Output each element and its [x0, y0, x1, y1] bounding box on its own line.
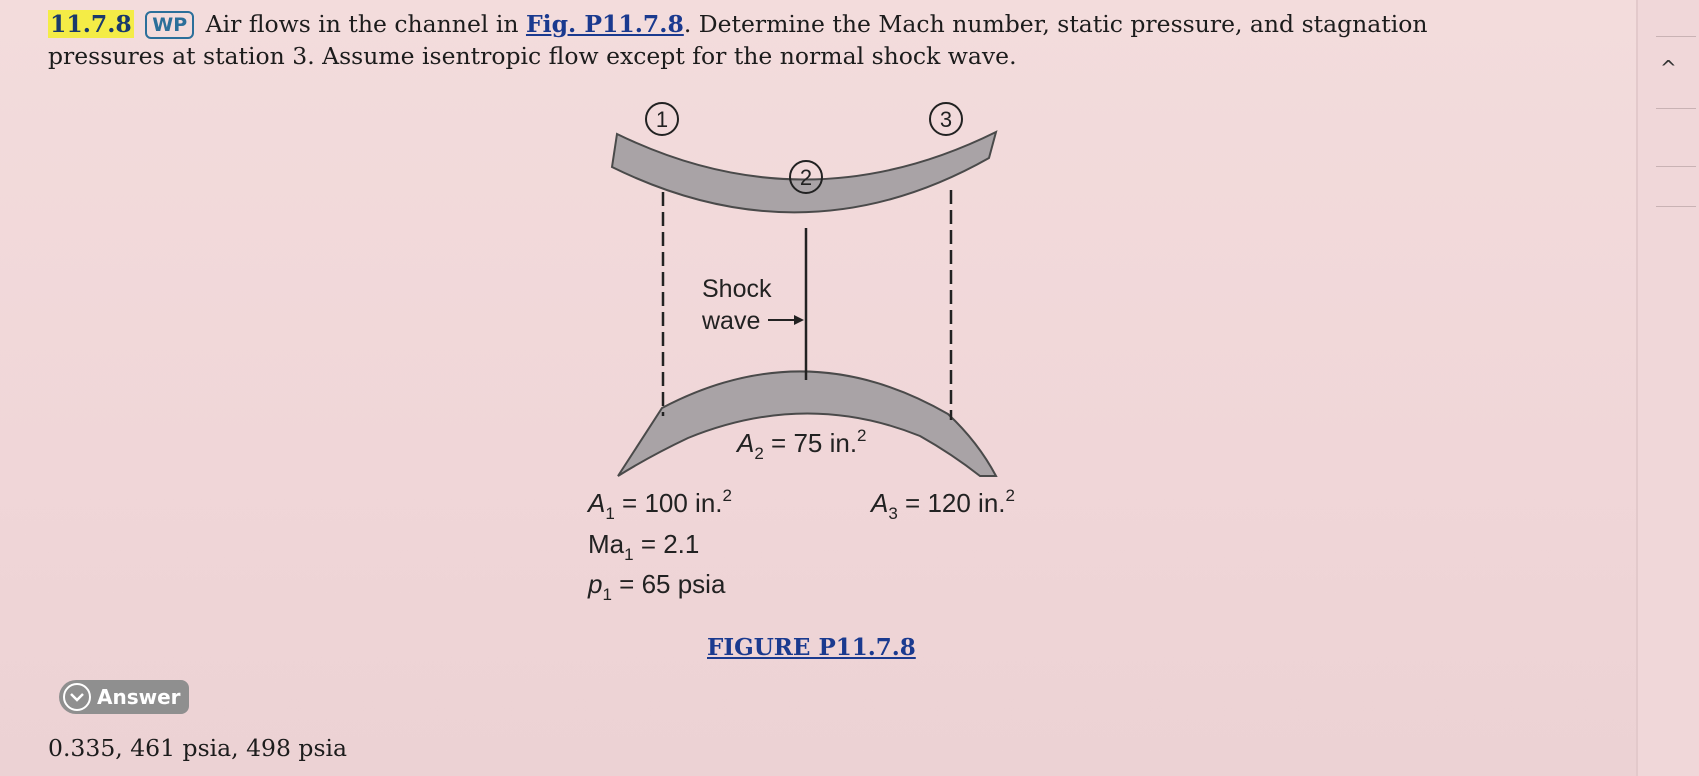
- station-2-marker: [790, 161, 822, 193]
- right-scroll-panel[interactable]: [1636, 0, 1699, 776]
- mach1-label: $Ma_1 = 2.1$: [588, 529, 700, 564]
- shock-label-line1: Shock: [702, 275, 772, 303]
- figure-link[interactable]: Fig. P11.7.8: [525, 10, 684, 38]
- station-1-marker: [646, 103, 678, 135]
- bottom-wall: [618, 371, 996, 476]
- figure-caption: FIGURE P11.7.8: [707, 634, 916, 661]
- divider: [1656, 166, 1696, 167]
- area3-label: $A_3 = 120$ in.$^2$: [871, 486, 1015, 523]
- problem-number: 11.7.8: [50, 10, 132, 38]
- station-3-marker: [930, 103, 962, 135]
- chevron-down-icon: [63, 683, 91, 711]
- chevron-up-icon[interactable]: ^: [1660, 56, 1677, 80]
- shock-arrow-head: [794, 315, 804, 325]
- divider: [1656, 108, 1696, 109]
- problem-text-part2: . Determine the Mach number, static pressure, and stagnation pressures at station 3. Assume isentropic flow except for the normal shock wave.: [48, 10, 1428, 70]
- station-3-label: 3: [939, 107, 953, 132]
- answer-toggle-button[interactable]: [59, 680, 189, 714]
- area2-label: $A_2 = 75$ in.$^2$: [737, 426, 867, 463]
- problem-text-part1: Air flows in the channel in: [198, 10, 526, 38]
- shock-label-line2: wave: [702, 307, 761, 335]
- answer-text: 0.335, 461 psia, 498 psia: [48, 734, 348, 762]
- area1-label: $A_1 = 100$ in.$^2$: [588, 486, 732, 523]
- divider: [1656, 206, 1696, 207]
- station-2-label: 2: [799, 165, 813, 190]
- station-1-label: 1: [655, 107, 669, 132]
- pressure1-label: $p_1 = 65$ psia: [588, 569, 726, 604]
- wp-badge[interactable]: WP: [145, 11, 194, 39]
- divider: [1656, 36, 1696, 37]
- answer-button-label: Answer: [97, 685, 181, 709]
